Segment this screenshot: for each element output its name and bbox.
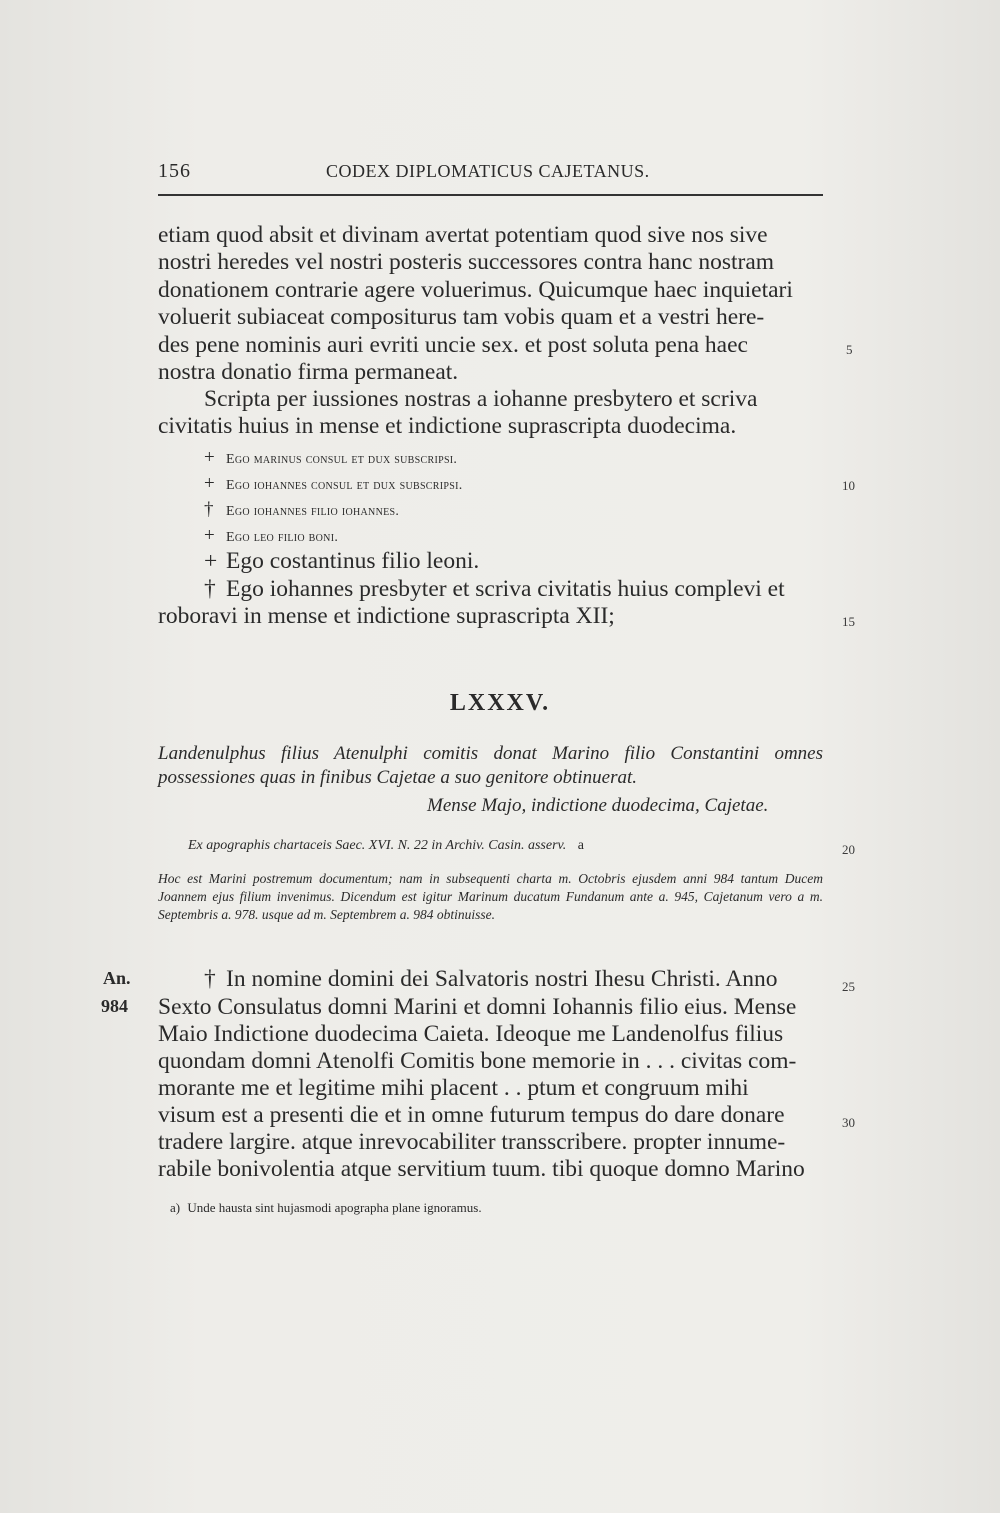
charter-date: Mense Majo, indictione duodecima, Cajetae. (427, 795, 769, 816)
text-line: † In nomine domini dei Salvatoris nostri Ihesu Christi. Anno (204, 966, 778, 992)
footnote-mark: a) (170, 1200, 181, 1215)
charter-regest: Landenulphus filius Atenulphi comitis donat Marino filio Constantini omnes possessiones quas in finibus Cajetae a suo genitore obtinuerat. (158, 743, 823, 788)
text-line: voluerit subiaceat compositurus tam vobis quam et a vestri here- (158, 304, 765, 330)
text-line: rabile bonivolentia atque servitium tuum. tibi quoque domno Marino (158, 1156, 805, 1182)
footnote-text: Unde hausta sint hujasmodi apographa plane ignoramus. (187, 1200, 482, 1215)
cross-icon: † (204, 499, 214, 520)
text-line: quondam domni Atenolfi Comitis bone memorie in . . . civitas com- (158, 1048, 797, 1074)
line-number: 20 (842, 842, 855, 857)
subscription-line: † Ego iohannes filio iohannes. (204, 496, 399, 525)
cross-icon: † (204, 966, 216, 992)
text-line: Maio Indictione duodecima Caieta. Ideoque me Landenolfus filius (158, 1021, 784, 1047)
editorial-note: Hoc est Marini postremum documentum; nam in subsequenti charta m. Octobris ejusdem anni 984 tantum Ducem Joannem ejus filium invenimus. Dicendum est igitur Marinum ducatum Fundanum ante a. 945, Cajetanum vero a m. Septembris a. 978. usque ad m. Septembrem a. 984 obtinuisse. (158, 871, 823, 922)
text-line: donationem contrarie agere voluerimus. Quicumque haec inquietari (158, 277, 793, 303)
year-value: 984 (101, 996, 128, 1016)
text-line: etiam quod absit et divinam avertat potentiam quod sive nos sive (158, 222, 768, 248)
charter-number: LXXXV. (449, 690, 551, 716)
subscription-line: † Ego iohannes presbyter et scriva civitatis huius complevi et (204, 576, 785, 602)
text-line: Scripta per iussiones nostras a iohanne presbytero et scriva (204, 386, 758, 412)
cross-icon: † (204, 576, 216, 602)
line-number: 30 (842, 1115, 855, 1130)
subscription-line: + Ego leo filio boni. (204, 522, 338, 551)
subscription-line: + Ego iohannes consul et dux subscripsi. (204, 470, 463, 499)
text-line: des pene nominis auri evriti uncie sex. et post soluta pena haec (158, 332, 748, 358)
text-line: roboravi in mense et indictione suprascripta XII; (158, 603, 615, 629)
footnote-mark: a (577, 838, 584, 853)
cross-icon: + (204, 473, 216, 494)
text-line: nostra donatio firma permaneat. (158, 359, 459, 385)
charter-source: Ex apographis chartaceis Saec. XVI. N. 22 in Archiv. Casin. asserv. a (188, 838, 584, 853)
header-rule (158, 194, 823, 196)
line-number: 25 (842, 979, 855, 994)
subscription-line: + Ego costantinus filio leoni. (204, 548, 480, 574)
page-number: 156 (158, 160, 191, 182)
text-line: nostri heredes vel nostri posteris successores contra hanc nostram (158, 249, 775, 275)
text-line: morante me et legitime mihi placent . . ptum et congruum mihi (158, 1075, 749, 1101)
text-line: tradere largire. atque inrevocabiliter transscribere. propter innume- (158, 1129, 786, 1155)
running-title: CODEX DIPLOMATICUS CAJETANUS. (326, 161, 650, 181)
text-line: Sexto Consulatus domni Marini et domni Iohannis filio eius. Mense (158, 994, 797, 1020)
line-number: 5 (846, 342, 853, 357)
page-header (158, 160, 823, 190)
year-label: An. (103, 968, 131, 988)
text-line: visum est a presenti die et in omne futurum tempus do dare donare (158, 1102, 785, 1128)
cross-icon: + (204, 548, 218, 574)
line-number: 15 (842, 614, 855, 629)
subscription-line: + Ego marinus consul et dux subscripsi. (204, 444, 457, 473)
cross-icon: + (204, 447, 216, 468)
footnote (170, 1200, 482, 1216)
cross-icon: + (204, 525, 216, 546)
line-number: 10 (842, 478, 855, 493)
text-line: civitatis huius in mense et indictione suprascripta duodecima. (158, 413, 737, 439)
